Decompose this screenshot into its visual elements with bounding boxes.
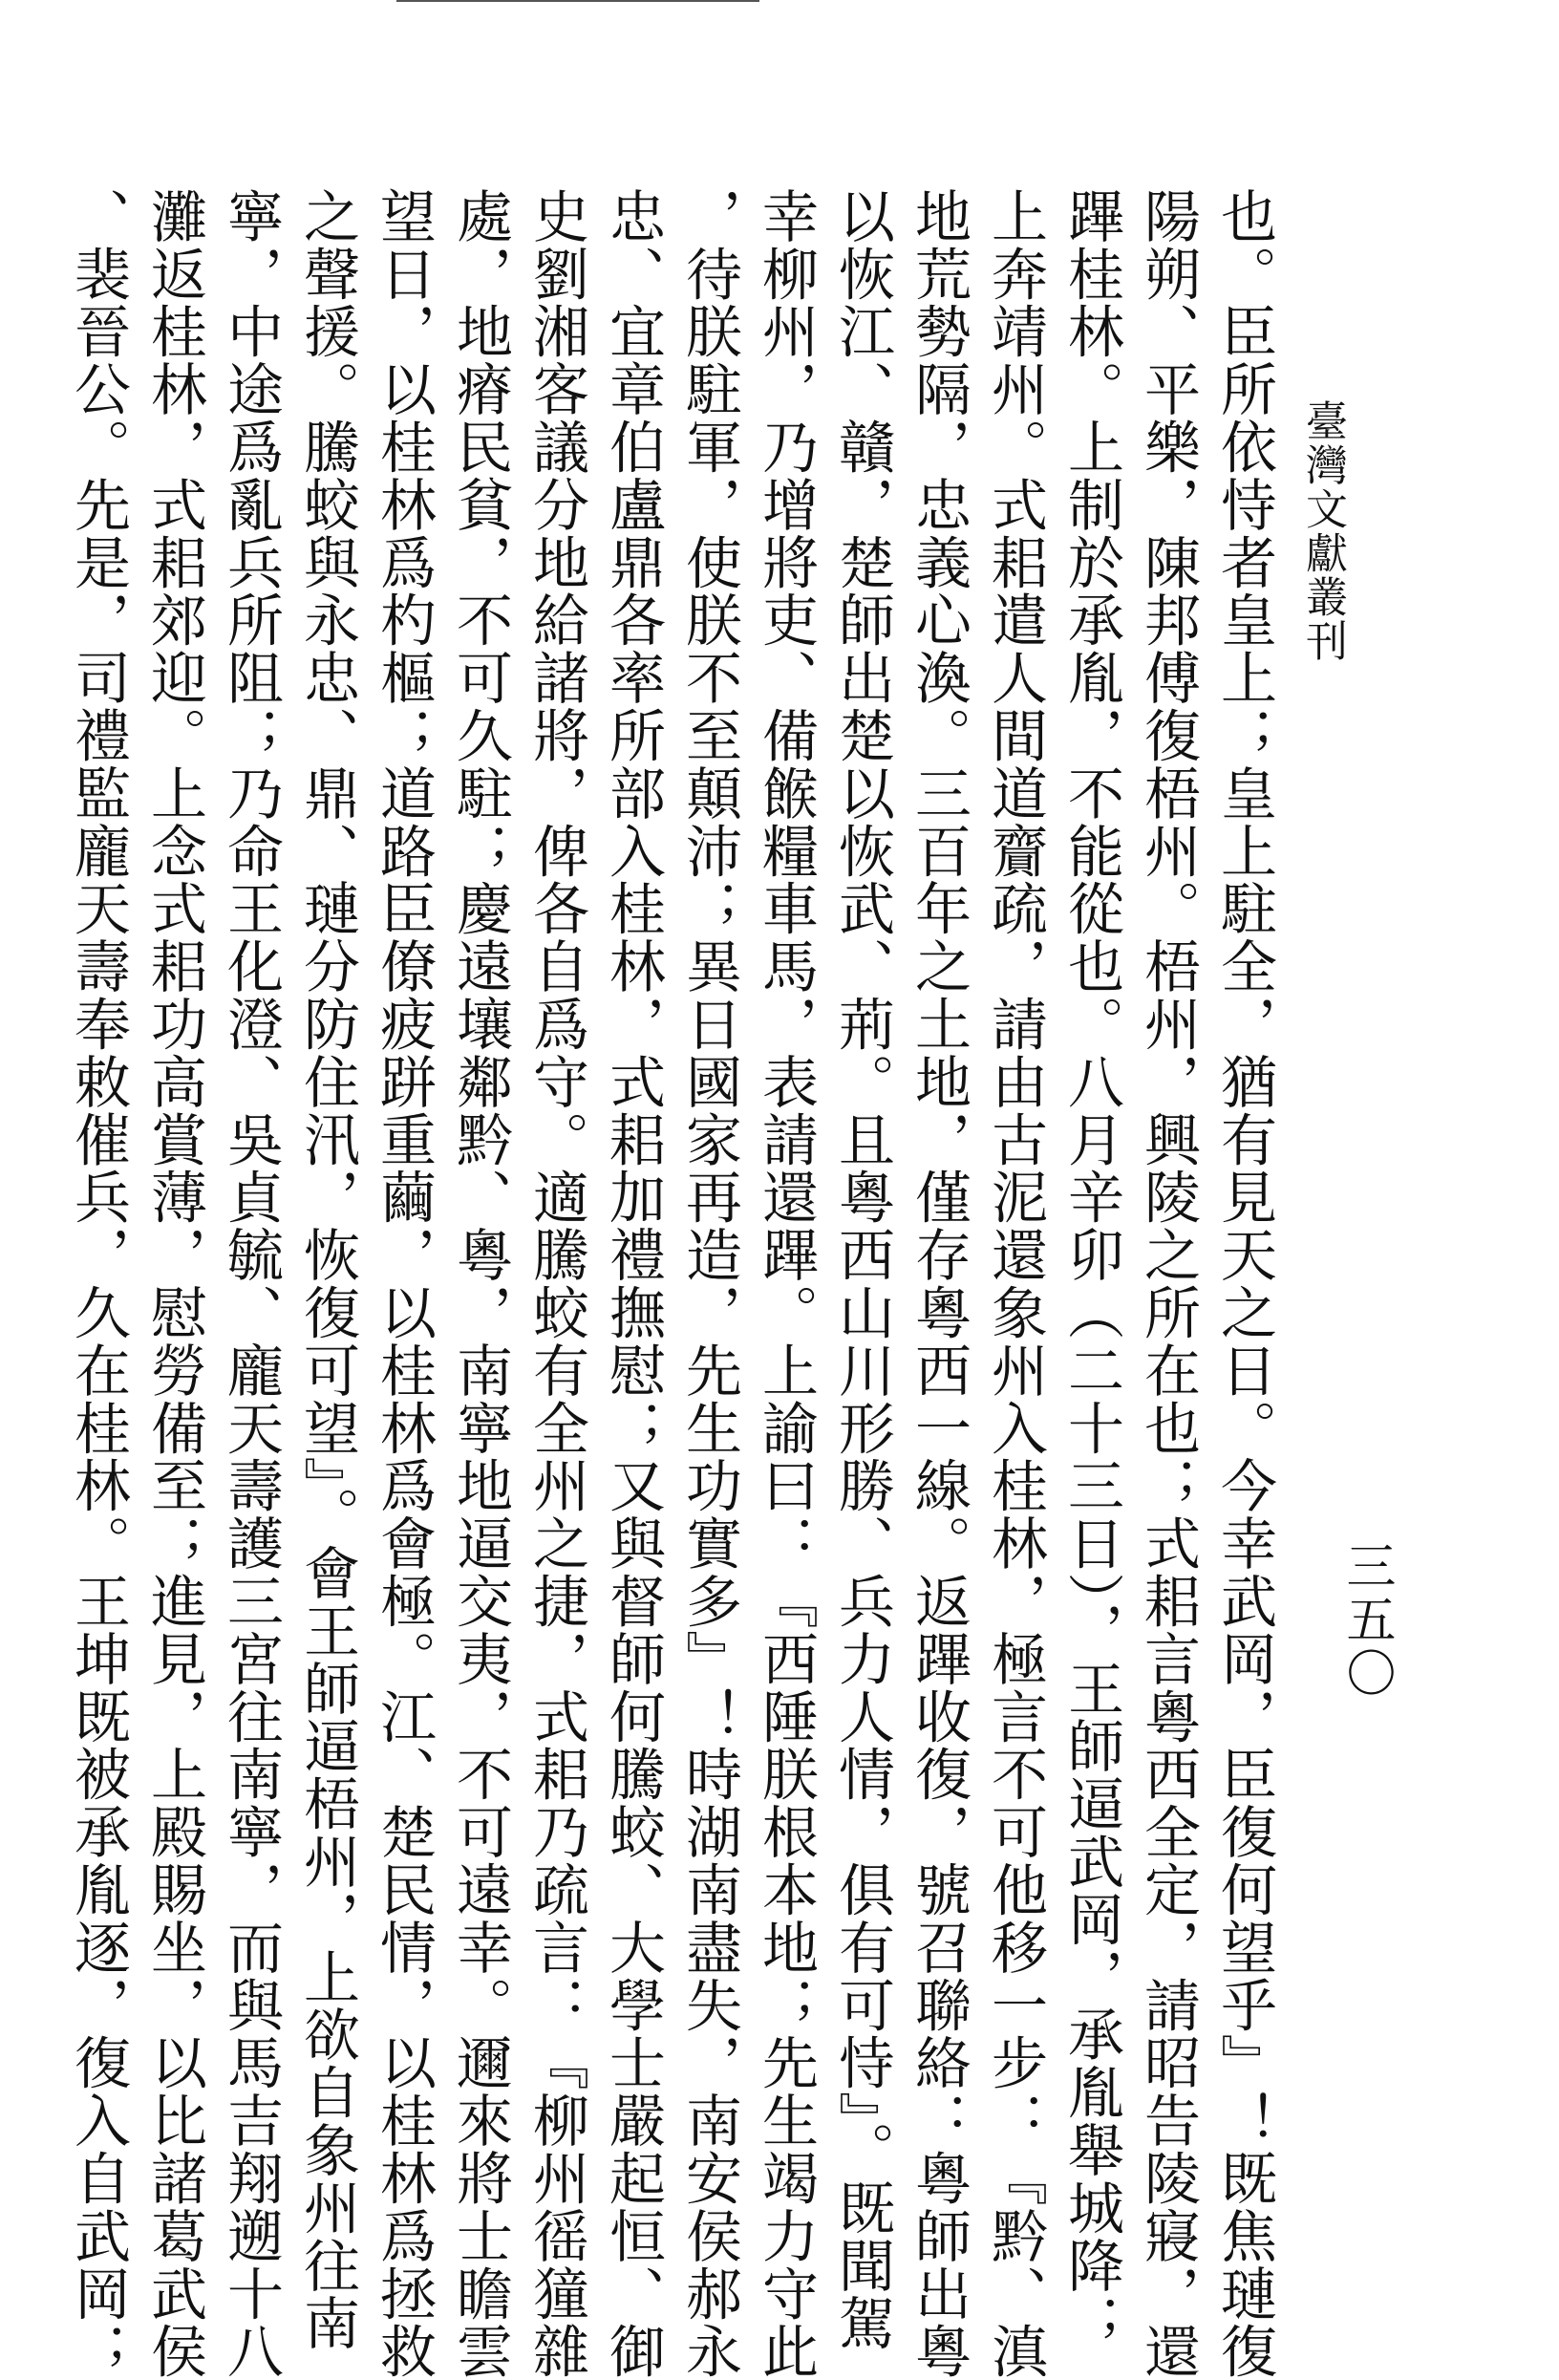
page-number: 三五〇 — [1337, 1540, 1395, 1701]
text-column: 、裴晉公。先是，司禮監龐天壽奉敕催兵，久在桂林。王坤既被承胤逐，復入自武岡； — [65, 187, 131, 2380]
text-column: 幸柳州，乃增將吏、備餱糧車馬，表請還蹕。上諭曰：『西陲朕根本地；先生竭力守此 — [753, 187, 819, 2380]
text-column: ，待朕駐軍，使朕不至顛沛；異日國家再造，先生功實多』！時湖南盡失，南安侯郝永 — [676, 187, 742, 2380]
text-column: 也。臣所依恃者皇上；皇上駐全，猶有見天之日。今幸武岡，臣復何望乎』！既焦璉復 — [1211, 187, 1277, 2380]
text-column: 史劉湘客議分地給諸將，俾各自爲守。適騰蛟有全州之捷，式耜乃疏言：『柳州徭獞雜 — [523, 187, 589, 2380]
text-column: 處，地瘠民貧，不可久駐；慶遠壤鄰黔、粵，南寧地逼交夷，不可遠幸。邇來將士瞻雲 — [447, 187, 513, 2380]
text-column: 上奔靖州。式耜遣人間道齎疏，請由古泥還象州入桂林，極言不可他移一步：『黔、滇 — [982, 187, 1048, 2380]
text-column: 灘返桂林，式耜郊迎。上念式耜功高賞薄，慰勞備至；進見，上殿賜坐，以比諸葛武侯 — [141, 187, 207, 2380]
text-column: 忠、宜章伯盧鼎各率所部入桂林，式耜加禮撫慰；又與督師何騰蛟、大學士嚴起恒、御 — [600, 187, 666, 2380]
text-column: 陽朔、平樂，陳邦傅復梧州。梧州，興陵之所在也；式耜言粵西全定，請昭告陵寢，還 — [1135, 187, 1201, 2380]
top-rule — [396, 0, 759, 2]
main-text — [59, 187, 1282, 2380]
text-column: 地荒勢隔，忠義心渙。三百年之土地，僅存粵西一線。返蹕收復，號召聯絡：粵師出粵 — [906, 187, 972, 2380]
text-column: 蹕桂林。上制於承胤，不能從也。八月辛卯（二十三日），王師逼武岡，承胤舉城降； — [1058, 187, 1124, 2352]
text-column: 以恢江、贛，楚師出楚以恢武、荊。且粵西山川形勝、兵力人情，俱有可恃』。既聞駕 — [829, 187, 895, 2352]
text-column: 望日，以桂林爲杓樞；道路臣僚疲跰重繭，以桂林爲會極。江、楚民情，以桂林爲拯救 — [371, 187, 437, 2380]
series-title: 臺灣文獻叢刊 — [1298, 399, 1347, 663]
text-column: 之聲援。騰蛟與永忠、鼎、璉分防住汛，恢復可望』。會王師逼梧州，上欲自象州往南 — [294, 187, 360, 2352]
text-column: 寧，中途爲亂兵所阻；乃命王化澄、吳貞毓、龐天壽護三宮往南寧，而與馬吉翔遡十八 — [218, 187, 284, 2380]
